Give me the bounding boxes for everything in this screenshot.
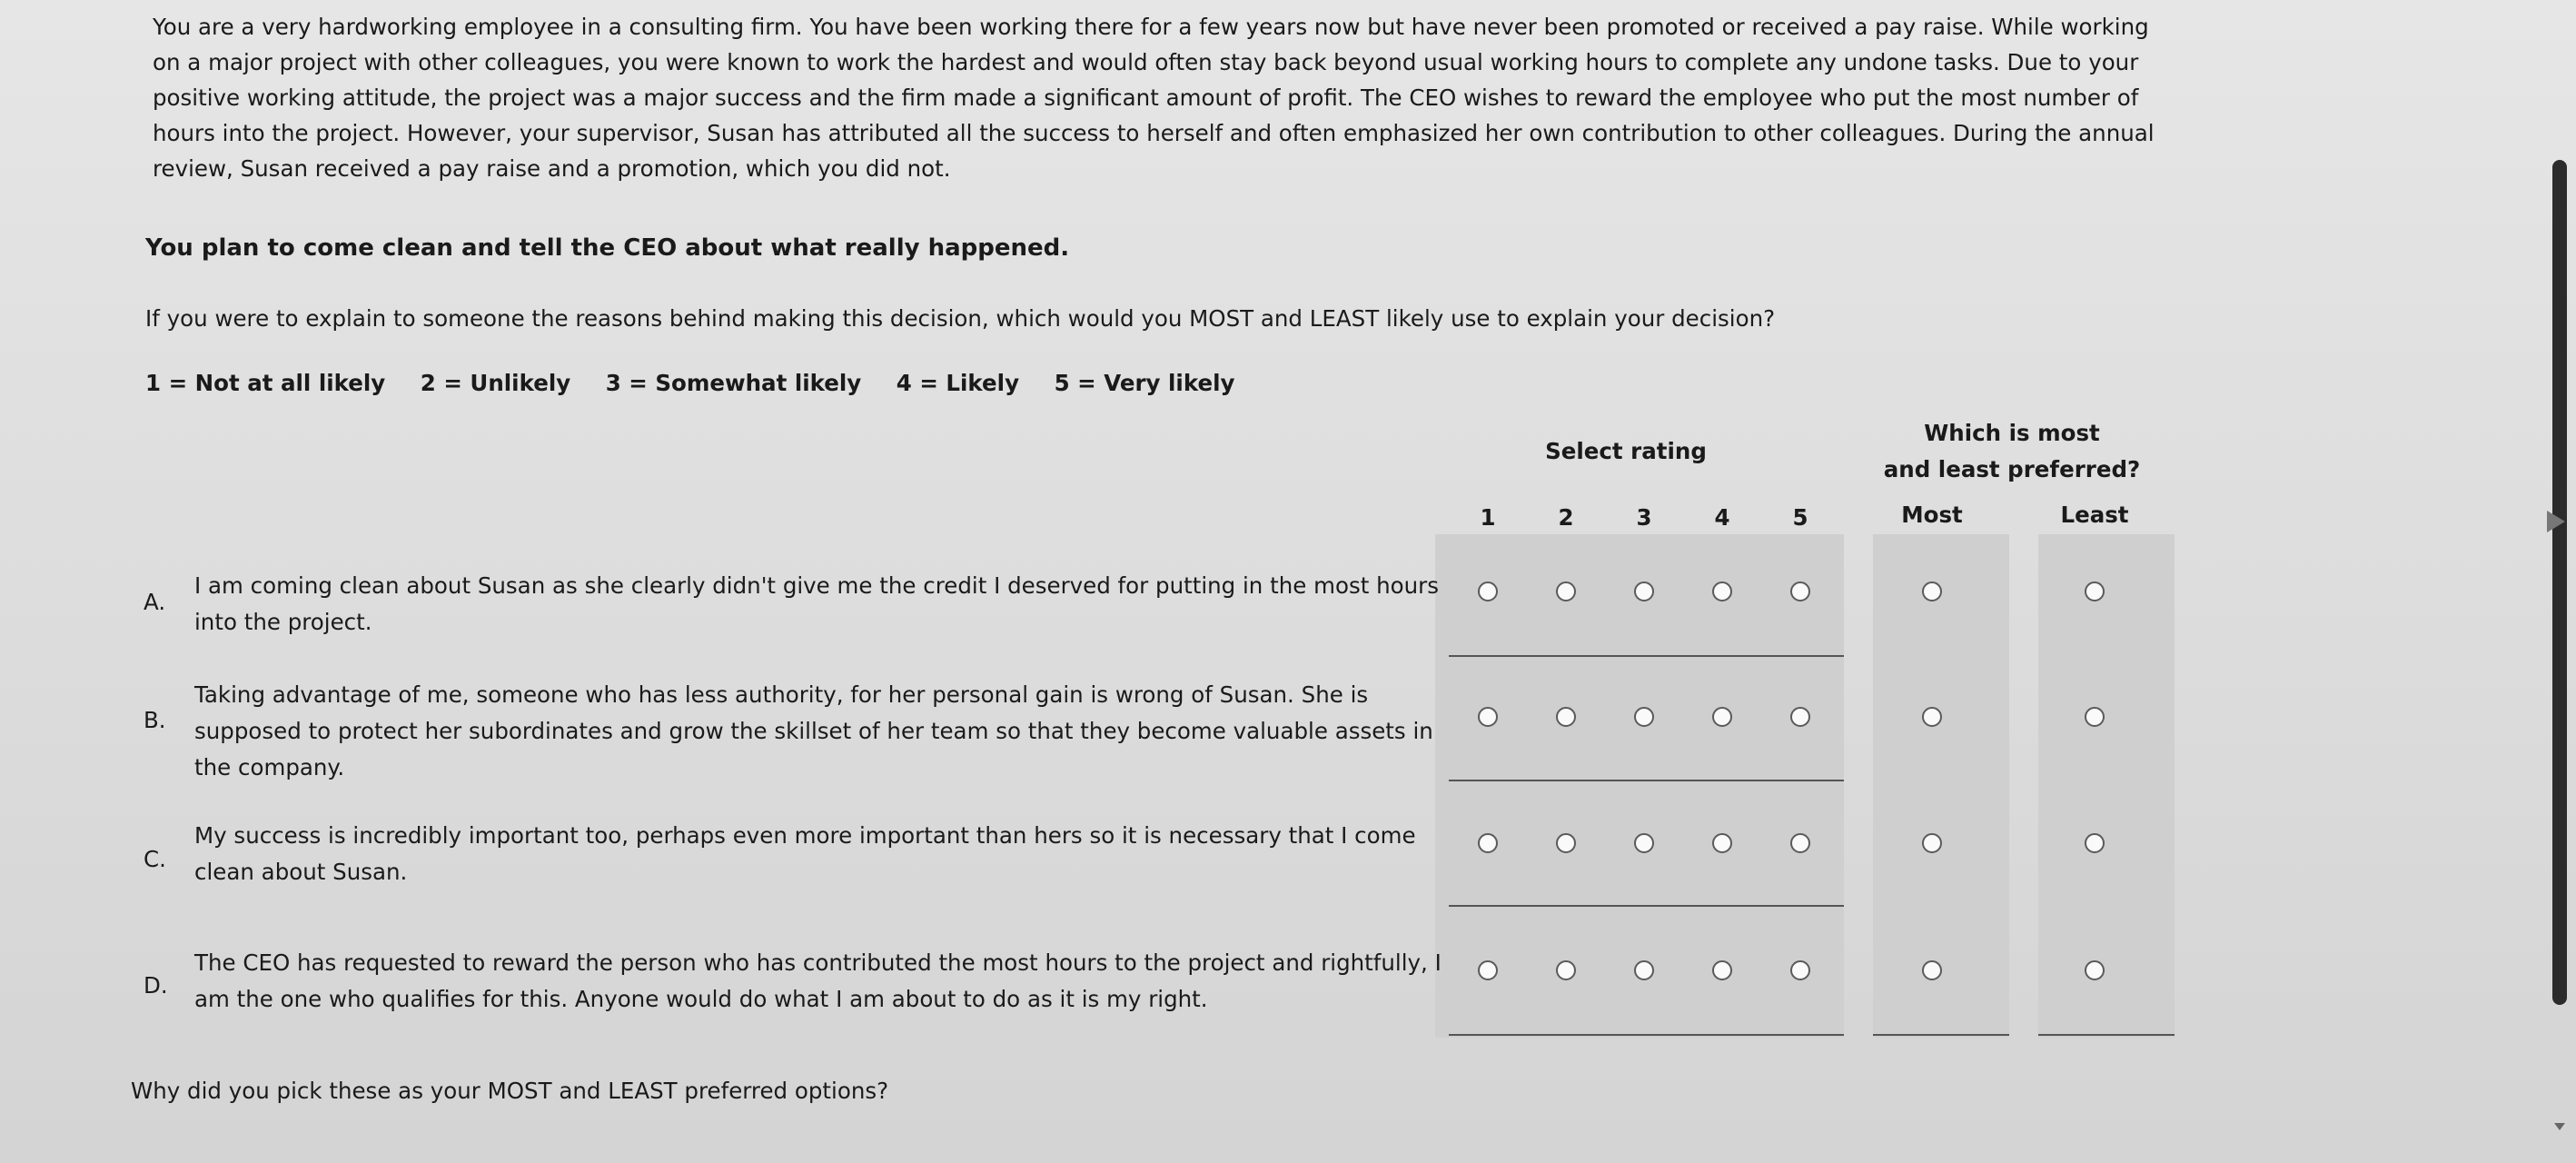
vertical-scrollbar[interactable] — [2552, 160, 2567, 1005]
option-b-most-radio[interactable] — [1922, 707, 1942, 727]
option-c-rating-5-radio[interactable] — [1790, 833, 1810, 853]
option-a-rating-3-radio[interactable] — [1634, 582, 1654, 601]
option-text-b — [194, 677, 1433, 786]
option-d-most-radio[interactable] — [1922, 960, 1942, 980]
least-panel — [2038, 534, 2175, 1038]
scale-label-3: 3 = Somewhat likely — [605, 370, 862, 396]
pointer-cursor-icon — [2547, 511, 2565, 532]
scale-label-1: 1 = Not at all likely — [145, 370, 386, 396]
option-letter-a: A. — [144, 589, 166, 615]
scale-label-2: 2 = Unlikely — [420, 370, 571, 396]
option-d-least-radio[interactable] — [2085, 960, 2105, 980]
option-c-line-1: My success is incredibly important too, perhaps even more important than hers so it is necessary that I come — [194, 822, 1416, 849]
followup-question: Why did you pick these as your MOST and LEAST preferred options? — [131, 1078, 889, 1104]
scale-label-4: 4 = Likely — [896, 370, 1020, 396]
option-d-rating-3-radio[interactable] — [1634, 960, 1654, 980]
option-text-c — [194, 818, 1416, 890]
option-c-line-2: clean about Susan. — [194, 859, 408, 885]
option-c-most-radio[interactable] — [1922, 833, 1942, 853]
option-text-a — [194, 568, 1439, 641]
decision-statement: You plan to come clean and tell the CEO about what really happened. — [145, 234, 1070, 262]
most-header: Most — [1901, 502, 1963, 528]
select-rating-header: Select rating — [1545, 438, 1707, 464]
option-a-rating-2-radio[interactable] — [1556, 582, 1576, 601]
most-panel — [1873, 534, 2009, 1038]
option-c-rating-4-radio[interactable] — [1712, 833, 1732, 853]
row-divider — [1449, 1034, 1844, 1036]
option-a-line-2: into the project. — [194, 609, 372, 635]
rating-header-1: 1 — [1480, 504, 1496, 531]
option-a-most-radio[interactable] — [1922, 582, 1942, 601]
option-a-least-radio[interactable] — [2085, 582, 2105, 601]
option-c-rating-3-radio[interactable] — [1634, 833, 1654, 853]
option-c-rating-1-radio[interactable] — [1478, 833, 1498, 853]
option-b-rating-1-radio[interactable] — [1478, 707, 1498, 727]
option-d-line-1: The CEO has requested to reward the person who has contributed the most hours to the project and rightfully, I — [194, 949, 1442, 976]
option-b-rating-2-radio[interactable] — [1556, 707, 1576, 727]
option-c-least-radio[interactable] — [2085, 833, 2105, 853]
option-b-rating-4-radio[interactable] — [1712, 707, 1732, 727]
option-b-line-3: the company. — [194, 754, 345, 780]
option-letter-b: B. — [144, 707, 166, 733]
scale-label-5: 5 = Very likely — [1054, 370, 1235, 396]
rating-header-3: 3 — [1636, 504, 1652, 531]
option-b-least-radio[interactable] — [2085, 707, 2105, 727]
option-a-rating-5-radio[interactable] — [1790, 582, 1810, 601]
option-d-rating-5-radio[interactable] — [1790, 960, 1810, 980]
option-b-rating-3-radio[interactable] — [1634, 707, 1654, 727]
option-d-rating-4-radio[interactable] — [1712, 960, 1732, 980]
option-letter-d: D. — [144, 972, 168, 999]
option-d-rating-1-radio[interactable] — [1478, 960, 1498, 980]
option-letter-c: C. — [144, 846, 166, 872]
preference-header-line1: Which is most — [1924, 420, 2100, 446]
option-text-d — [194, 945, 1442, 1018]
rating-header-5: 5 — [1792, 504, 1808, 531]
rating-header-4: 4 — [1714, 504, 1730, 531]
option-d-line-2: am the one who qualifies for this. Anyone would do what I am about to do as it is my right. — [194, 986, 1208, 1012]
scroll-down-arrow-icon[interactable] — [2554, 1123, 2565, 1130]
preference-header-line2: and least preferred? — [1883, 456, 2141, 482]
row-divider — [1449, 780, 1844, 781]
option-a-line-1: I am coming clean about Susan as she clearly didn't give me the credit I deserved for putting in the most hours — [194, 572, 1440, 599]
least-column-divider — [2038, 1034, 2175, 1036]
option-a-rating-1-radio[interactable] — [1478, 582, 1498, 601]
most-column-divider — [1873, 1034, 2009, 1036]
scenario-text: You are a very hardworking employee in a consulting firm. You have been working there for a few years now but have never been promoted or received a pay raise. While working on a major project with other colleagues, you were known to work the hardest and would often stay back beyond usual working hours to complete any undone tasks. Due to your positive working attitude, the project was a major success and the firm made a significant amount of profit. The CEO wishes to reward the employee who put the most number of hours into the project. However, your supervisor, Susan has attributed all the success to herself and often emphasized her own contribution to other colleagues. During the annual review, Susan received a pay raise and a promotion, which you did not. — [153, 14, 2155, 182]
rating-header-2: 2 — [1558, 504, 1574, 531]
least-header: Least — [2060, 502, 2129, 528]
option-b-line-1: Taking advantage of me, someone who has less authority, for her personal gain is wrong of Susan. She is — [194, 681, 1369, 708]
row-divider — [1449, 905, 1844, 907]
option-b-rating-5-radio[interactable] — [1790, 707, 1810, 727]
option-c-rating-2-radio[interactable] — [1556, 833, 1576, 853]
option-b-line-2: supposed to protect her subordinates and grow the skillset of her team so that they become valuable assets in — [194, 718, 1433, 744]
rating-scale-legend — [145, 370, 1262, 396]
question-text: If you were to explain to someone the reasons behind making this decision, which would you MOST and LEAST likely use to explain your decision? — [145, 305, 1776, 332]
option-d-rating-2-radio[interactable] — [1556, 960, 1576, 980]
row-divider — [1449, 655, 1844, 657]
option-a-rating-4-radio[interactable] — [1712, 582, 1732, 601]
